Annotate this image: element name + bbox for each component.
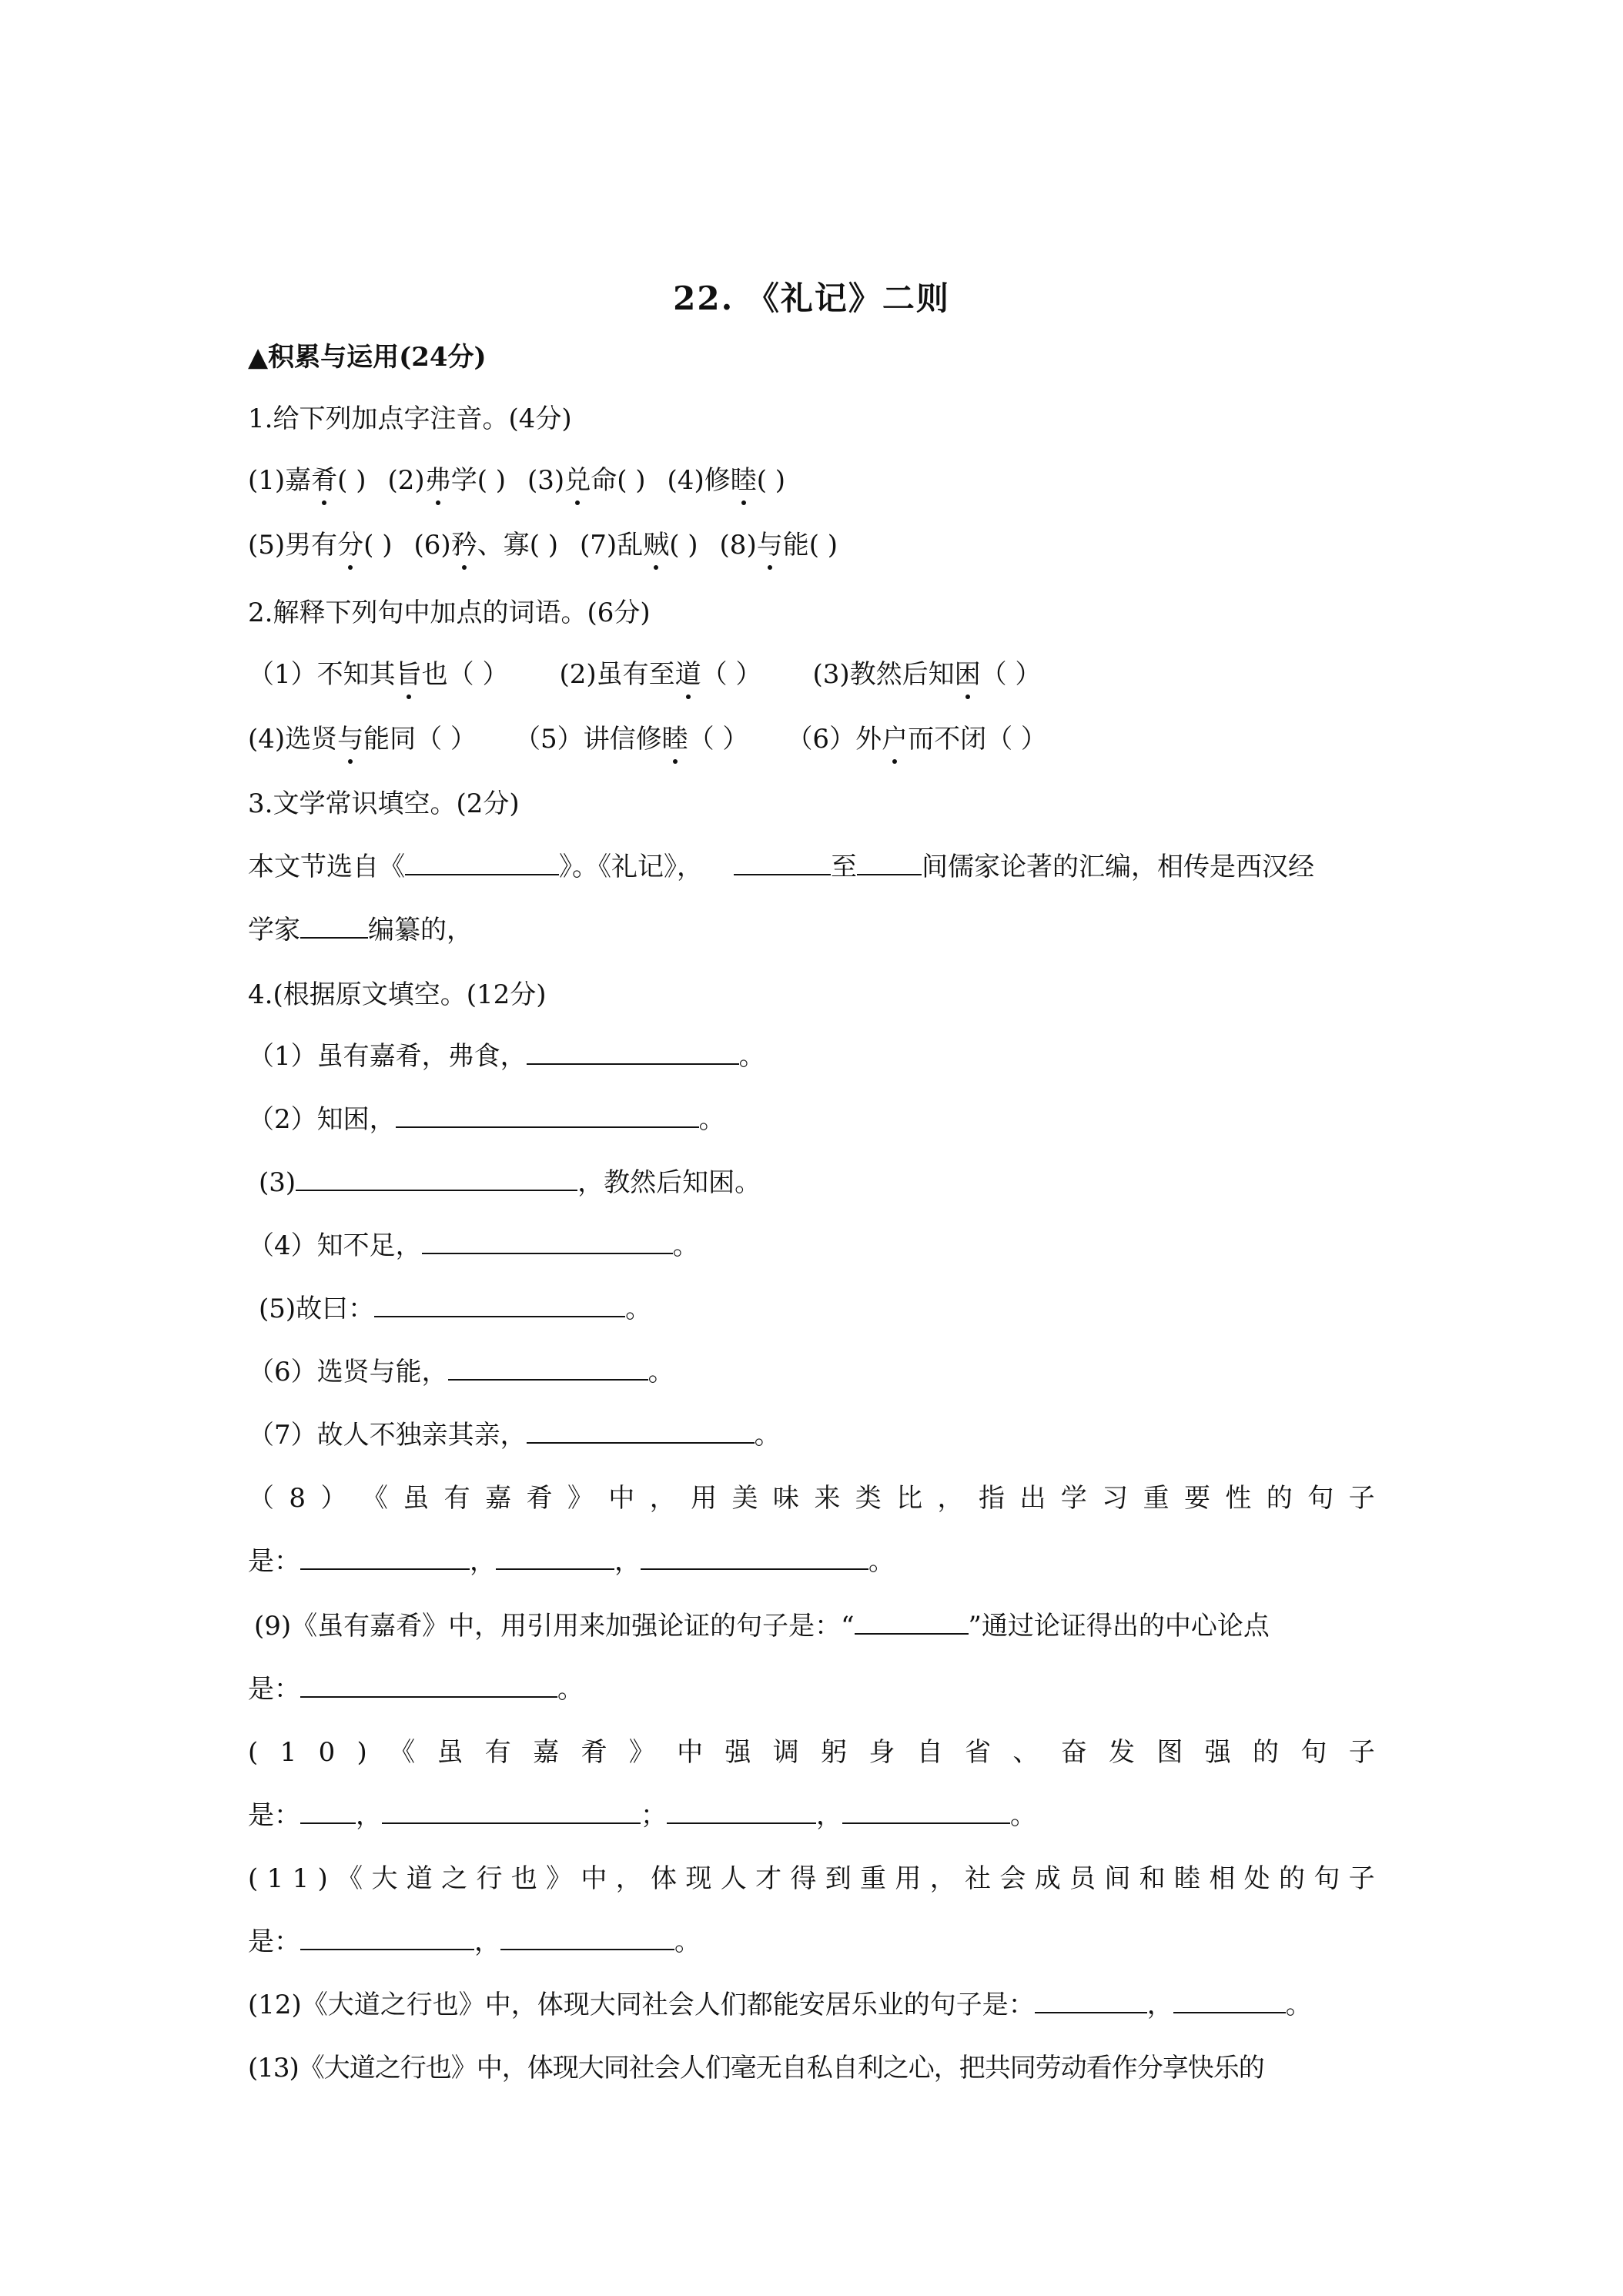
answer-blank[interactable] bbox=[527, 1040, 739, 1065]
answer-parentheses[interactable]: （ ） bbox=[447, 659, 509, 690]
section-heading: ▲积累与运用(24分) bbox=[248, 342, 487, 373]
answer-blank[interactable] bbox=[1173, 1989, 1286, 2013]
item-text: 命 bbox=[591, 465, 617, 496]
q1-row1 bbox=[248, 462, 1375, 499]
q4-item-text: (5)故曰： bbox=[259, 1294, 375, 1324]
punctuation: ， bbox=[1146, 1990, 1173, 2020]
punctuation: ； bbox=[641, 1800, 667, 1831]
answer-blank[interactable] bbox=[842, 1799, 1010, 1824]
q4-item-text: ( 1 1 ) 《 大 道 之 行 也 》 中 ， 体 现 人 才 得 到 重 用 ， 社 会 成 员 间 和 睦 相 处 的 句 子 bbox=[248, 1863, 1375, 1894]
answer-parentheses[interactable]: （ ） bbox=[980, 659, 1042, 690]
answer-parentheses[interactable]: ( ) bbox=[756, 465, 786, 496]
punctuation: ， bbox=[474, 1926, 500, 1957]
q4-item-5 bbox=[259, 1290, 1375, 1327]
dotted-character: 与 bbox=[337, 721, 363, 758]
question-item bbox=[799, 724, 1046, 755]
dotted-character: 与 bbox=[757, 527, 783, 564]
answer-blank[interactable] bbox=[422, 1230, 673, 1254]
question-item bbox=[812, 659, 1041, 690]
q1-stem: 1.给下列加点字注音。(4分) bbox=[248, 403, 572, 434]
answer-blank[interactable] bbox=[300, 1926, 474, 1950]
dotted-character: 睦 bbox=[662, 721, 688, 758]
answer-blank[interactable] bbox=[300, 914, 368, 939]
q4-item-3 bbox=[259, 1164, 1375, 1201]
q3-text-f: 编纂的， bbox=[368, 915, 473, 946]
q4-item-text: 是： bbox=[248, 1546, 300, 1577]
question-item bbox=[248, 530, 393, 561]
dotted-character: 户 bbox=[882, 721, 908, 758]
question-item bbox=[559, 659, 761, 690]
punctuation: 。 bbox=[674, 1926, 701, 1957]
answer-parentheses[interactable]: ( ) bbox=[808, 530, 838, 561]
item-number: (2) bbox=[559, 659, 597, 690]
item-text: 选贤 bbox=[285, 724, 338, 755]
q4-item-8-line2 bbox=[248, 1543, 1375, 1580]
question-item bbox=[388, 465, 507, 496]
punctuation: 。 bbox=[557, 1674, 584, 1705]
q4-item-8-line1 bbox=[248, 1480, 1375, 1517]
answer-blank[interactable] bbox=[300, 1799, 356, 1824]
answer-parentheses[interactable]: （ ） bbox=[986, 724, 1047, 755]
punctuation: 。 bbox=[754, 1420, 781, 1451]
page-title: 22. 《礼记》二则 bbox=[673, 279, 950, 317]
q4-item-text: （7）故人不独亲其亲， bbox=[248, 1420, 527, 1451]
answer-blank[interactable] bbox=[855, 1610, 969, 1635]
q3-text-e: 学家 bbox=[248, 915, 300, 946]
dotted-character: 贼 bbox=[643, 527, 669, 564]
answer-blank[interactable] bbox=[300, 1545, 470, 1570]
punctuation: ， bbox=[816, 1800, 842, 1831]
question-item bbox=[248, 724, 477, 755]
q4-item-text: （4）知不足， bbox=[248, 1230, 422, 1261]
answer-blank[interactable] bbox=[667, 1799, 816, 1824]
item-number: (2) bbox=[387, 465, 425, 496]
q4-item-text: ( 1 0 ) 《 虽 有 嘉 肴 》 中 强 调 躬 身 自 省 、 奋 发 图 强 的 句 子 bbox=[248, 1737, 1375, 1768]
answer-blank[interactable] bbox=[374, 1293, 625, 1317]
dotted-character: 肴 bbox=[311, 462, 337, 499]
punctuation: 。 bbox=[648, 1357, 674, 1387]
q4-item-10-line1 bbox=[248, 1734, 1375, 1771]
dotted-character: 道 bbox=[675, 656, 701, 693]
item-text: 嘉 bbox=[285, 465, 312, 496]
q4-item-text: (12)《大道之行也》中，体现大同社会人们都能安居乐业的句子是： bbox=[248, 1990, 1035, 2020]
item-text: 不知其 bbox=[316, 659, 396, 690]
punctuation: ， bbox=[470, 1546, 496, 1577]
q3-line2 bbox=[248, 912, 1375, 949]
q2-row2 bbox=[248, 721, 1375, 758]
q4-item-text: 是： bbox=[248, 1800, 300, 1831]
question-item bbox=[668, 465, 786, 496]
answer-parentheses[interactable]: （ ） bbox=[416, 724, 477, 755]
item-text: 外 bbox=[855, 724, 882, 755]
punctuation: 。 bbox=[672, 1230, 699, 1261]
punctuation: 。 bbox=[1285, 1990, 1312, 2020]
q2-row1 bbox=[248, 656, 1375, 693]
q4-item-text: （1）虽有嘉肴，弗食， bbox=[248, 1041, 527, 1072]
q4-item-text: （ 8 ） 《 虽 有 嘉 肴 》 中 ， 用 美 味 来 类 比 ， 指 出 学 习 重 要 性 的 句 子 bbox=[248, 1483, 1375, 1514]
q2-stem: 2.解释下列句中加点的词语。(6分) bbox=[248, 597, 651, 628]
answer-parentheses[interactable]: ( ) bbox=[669, 530, 698, 561]
question-item bbox=[720, 530, 838, 561]
dotted-character: 困 bbox=[955, 656, 981, 693]
dotted-character: 睦 bbox=[731, 462, 757, 499]
item-number: (3) bbox=[812, 659, 850, 690]
dotted-character: 矜 bbox=[451, 527, 477, 564]
answer-blank[interactable] bbox=[500, 1926, 674, 1950]
punctuation: 。 bbox=[625, 1294, 652, 1324]
item-number: （5） bbox=[527, 724, 584, 755]
answer-blank[interactable] bbox=[496, 1545, 614, 1570]
item-text: 讲信修 bbox=[583, 724, 662, 755]
item-number: (4) bbox=[248, 724, 286, 755]
punctuation: 。 bbox=[1010, 1800, 1036, 1831]
q4-item-text: （2）知困， bbox=[248, 1104, 396, 1135]
dotted-character: 兑 bbox=[564, 462, 591, 499]
q3-stem: 3.文学常识填空。(2分) bbox=[248, 788, 520, 819]
answer-parentheses[interactable]: ( ) bbox=[337, 465, 366, 496]
q3-text-a: 本文节选自《 bbox=[248, 852, 405, 882]
question-item bbox=[248, 465, 366, 496]
question-item bbox=[527, 465, 646, 496]
answer-blank[interactable] bbox=[405, 851, 559, 875]
item-number: (6) bbox=[413, 530, 451, 561]
q3-line1 bbox=[248, 848, 1375, 885]
item-number: （6） bbox=[799, 724, 856, 755]
answer-blank[interactable] bbox=[300, 1673, 557, 1698]
q4-item-7 bbox=[248, 1417, 1375, 1454]
q4-item-4 bbox=[248, 1227, 1375, 1264]
answer-parentheses[interactable]: ( ) bbox=[617, 465, 646, 496]
answer-blank[interactable] bbox=[527, 1419, 755, 1444]
q4-item-text: (9)《虽有嘉肴》中，用引用来加强论证的句子是：“ bbox=[254, 1611, 855, 1642]
answer-blank[interactable] bbox=[448, 1356, 648, 1381]
punctuation: 。 bbox=[738, 1041, 765, 1072]
q4-stem: 4.(根据原文填空。(12分) bbox=[248, 979, 547, 1010]
q4-item-9-line1 bbox=[254, 1608, 1375, 1645]
answer-blank[interactable] bbox=[1035, 1989, 1147, 2013]
answer-blank[interactable] bbox=[857, 851, 922, 875]
q3-text-c: 至 bbox=[831, 852, 857, 882]
item-text: 男有 bbox=[285, 530, 338, 561]
item-number: (4) bbox=[667, 465, 704, 496]
answer-parentheses[interactable]: ( ) bbox=[363, 530, 393, 561]
q4-item-text: 是： bbox=[248, 1926, 300, 1957]
q4-item-6 bbox=[248, 1354, 1375, 1391]
dotted-character: 分 bbox=[337, 527, 363, 564]
answer-blank[interactable] bbox=[296, 1166, 577, 1191]
answer-blank[interactable] bbox=[734, 851, 831, 875]
item-text: 也 bbox=[421, 659, 448, 690]
item-text: 能 bbox=[782, 530, 809, 561]
item-text: 能同 bbox=[363, 724, 417, 755]
question-item bbox=[527, 724, 748, 755]
punctuation: 。 bbox=[698, 1104, 725, 1135]
q4-item-11-line1 bbox=[248, 1860, 1375, 1897]
q3-text-d: 间儒家论著的汇编，相传是西汉经 bbox=[922, 852, 1314, 882]
q4-item-text: （6）选贤与能， bbox=[248, 1357, 448, 1387]
q4-item-2 bbox=[248, 1101, 1375, 1138]
answer-parentheses[interactable]: （ ） bbox=[688, 724, 749, 755]
question-item bbox=[248, 659, 508, 690]
q4-item-text: ”通过论证得出的中心论点 bbox=[968, 1611, 1270, 1642]
item-number: (7) bbox=[580, 530, 617, 561]
q4-item-11-line2 bbox=[248, 1923, 1375, 1960]
dotted-character: 旨 bbox=[396, 656, 422, 693]
item-number: （1） bbox=[248, 659, 317, 690]
question-item bbox=[580, 530, 698, 561]
question-item bbox=[414, 530, 559, 561]
item-text: 乱 bbox=[617, 530, 644, 561]
q4-item-text: ，教然后知困。 bbox=[577, 1167, 761, 1198]
q4-item-number: (3) bbox=[259, 1167, 296, 1198]
punctuation: 。 bbox=[868, 1546, 895, 1577]
punctuation: ， bbox=[356, 1800, 382, 1831]
q4-item-13: (13)《大道之行也》中，体现大同社会人们毫无自私自利之心，把共同劳动看作分享快乐的 bbox=[248, 2053, 1264, 2083]
q4-item-1 bbox=[248, 1038, 1375, 1075]
item-text: 而不闭 bbox=[908, 724, 987, 755]
answer-blank[interactable] bbox=[382, 1799, 641, 1824]
punctuation: ， bbox=[614, 1546, 641, 1577]
q3-text-b: 》。《礼记》， bbox=[559, 852, 703, 882]
answer-blank[interactable] bbox=[641, 1545, 868, 1570]
item-number: (3) bbox=[527, 465, 565, 496]
answer-parentheses[interactable]: ( ) bbox=[529, 530, 559, 561]
answer-blank[interactable] bbox=[396, 1103, 699, 1128]
q4-item-text: 是： bbox=[248, 1674, 300, 1705]
item-text: 修 bbox=[704, 465, 731, 496]
dotted-character: 弗 bbox=[425, 462, 451, 499]
q4-item-10-line2 bbox=[248, 1797, 1375, 1834]
item-text: 教然后知 bbox=[849, 659, 955, 690]
item-number: (8) bbox=[719, 530, 757, 561]
answer-parentheses[interactable]: （ ） bbox=[701, 659, 762, 690]
answer-parentheses[interactable]: ( ) bbox=[477, 465, 507, 496]
item-text: 、寡 bbox=[477, 530, 530, 561]
item-number: (5) bbox=[248, 530, 286, 561]
item-text: 学 bbox=[450, 465, 477, 496]
item-text: 虽有至 bbox=[596, 659, 675, 690]
q4-item-9-line2 bbox=[248, 1671, 1375, 1708]
q4-item-12 bbox=[248, 1986, 1375, 2023]
item-number: (1) bbox=[248, 465, 286, 496]
q1-row2 bbox=[248, 527, 1375, 564]
